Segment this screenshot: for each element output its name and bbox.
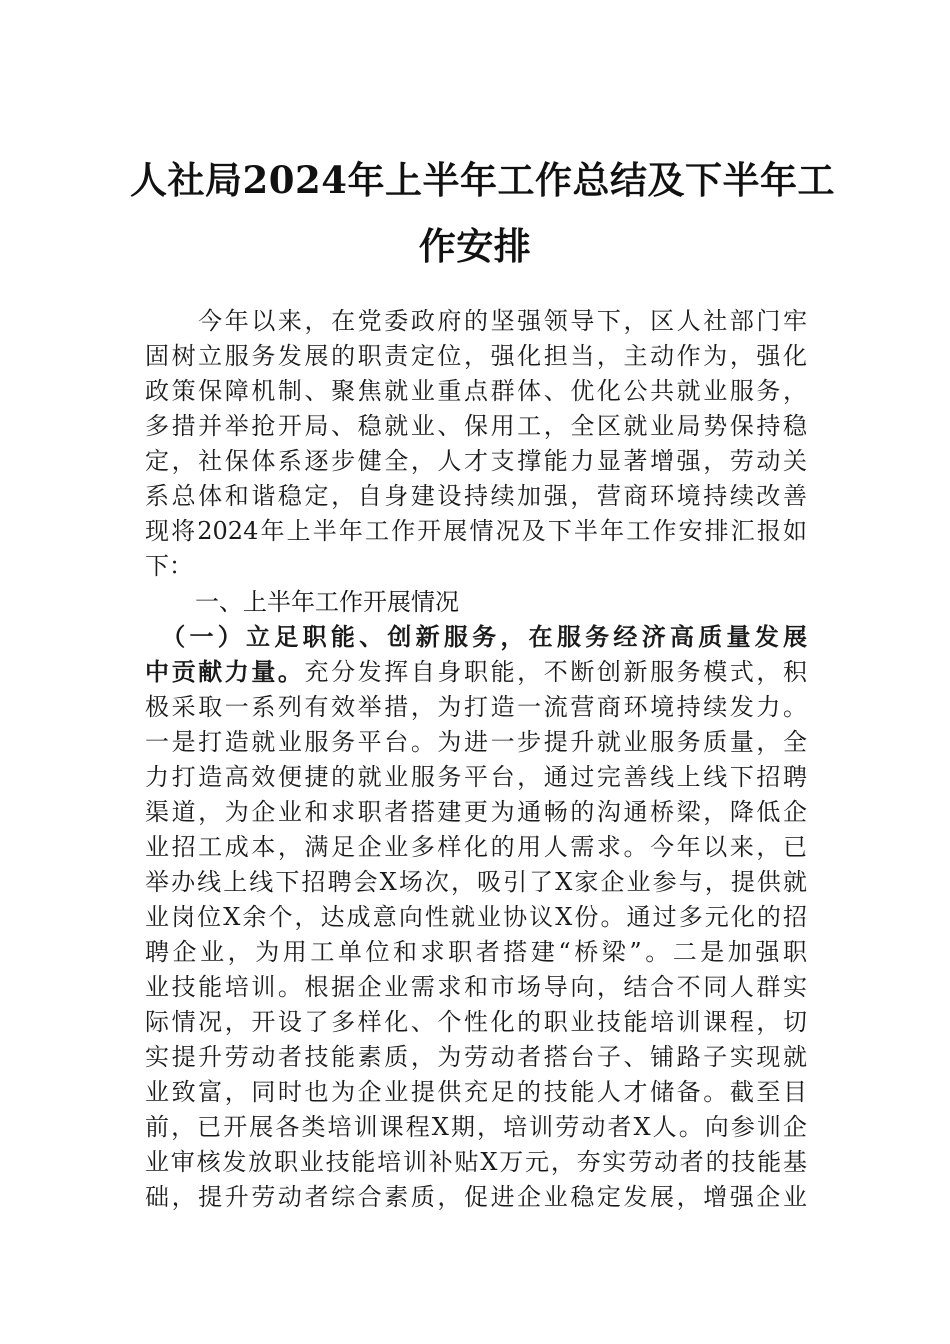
body-line: 聘企业，为用工单位和求职者搭建“桥梁”。二是加强职: [145, 938, 807, 966]
subsection-heading-tail: 中贡献力量。: [145, 658, 305, 686]
subsection-body-line: [145, 657, 807, 687]
intro-line: 今年以来，在党委政府的坚强领导下，区人社部门牢: [145, 307, 807, 335]
body-line: 业致富，同时也为企业提供充足的技能人才储备。截至目: [145, 1078, 807, 1106]
document-title-line-2: 作安排: [418, 224, 532, 268]
subsection-heading-text: （一）立足职能、创新服务，在服务经济高质量发展: [145, 623, 807, 651]
body-line: 业招工成本，满足企业多样化的用人需求。今年以来，已: [145, 833, 807, 861]
intro-line: 下：: [145, 552, 193, 580]
body-line: 极采取一系列有效举措，为打造一流营商环境持续发力。: [145, 693, 807, 721]
intro-line: 定，社保体系逐步健全，人才支撑能力显著增强，劳动关: [145, 447, 807, 475]
body-line: 业岗位X余个，达成意向性就业协议X份。通过多元化的招: [145, 903, 807, 931]
body-line: 础，提升劳动者综合素质，促进企业稳定发展，增强企业: [145, 1183, 807, 1211]
body-line: 实提升劳动者技能素质，为劳动者搭台子、铺路子实现就: [145, 1043, 807, 1071]
body-line: 力打造高效便捷的就业服务平台，通过完善线上线下招聘: [145, 763, 807, 791]
document-title-line-1: 人社局2024年上半年工作总结及下半年工: [130, 158, 835, 202]
intro-line: 固树立服务发展的职责定位，强化担当，主动作为，强化: [145, 342, 807, 370]
body-line: 业技能培训。根据企业需求和市场导向，结合不同人群实: [145, 973, 807, 1001]
subsection-body-text: 充分发挥自身职能，不断创新服务模式，积: [304, 658, 807, 686]
body-line: 举办线上线下招聘会X场次，吸引了X家企业参与，提供就: [145, 868, 807, 896]
subsection-heading-line: [145, 622, 807, 652]
body-line: 前，已开展各类培训课程X期，培训劳动者X人。向参训企: [145, 1113, 807, 1141]
body-line: 际情况，开设了多样化、个性化的职业技能培训课程，切: [145, 1008, 807, 1036]
body-line: 渠道，为企业和求职者搭建更为通畅的沟通桥梁，降低企: [145, 798, 807, 826]
body-line: 一是打造就业服务平台。为进一步提升就业服务质量，全: [145, 728, 807, 756]
intro-line: 现将2024年上半年工作开展情况及下半年工作安排汇报如: [145, 517, 807, 545]
intro-line: 系总体和谐稳定，自身建设持续加强，营商环境持续改善: [145, 482, 807, 510]
body-line: 业审核发放职业技能培训补贴X万元，夯实劳动者的技能基: [145, 1148, 807, 1176]
intro-line: 多措并举抢开局、稳就业、保用工，全区就业局势保持稳: [145, 412, 807, 440]
section-heading: 一、上半年工作开展情况: [195, 588, 459, 616]
intro-line: 政策保障机制、聚焦就业重点群体、优化公共就业服务，: [145, 377, 807, 405]
